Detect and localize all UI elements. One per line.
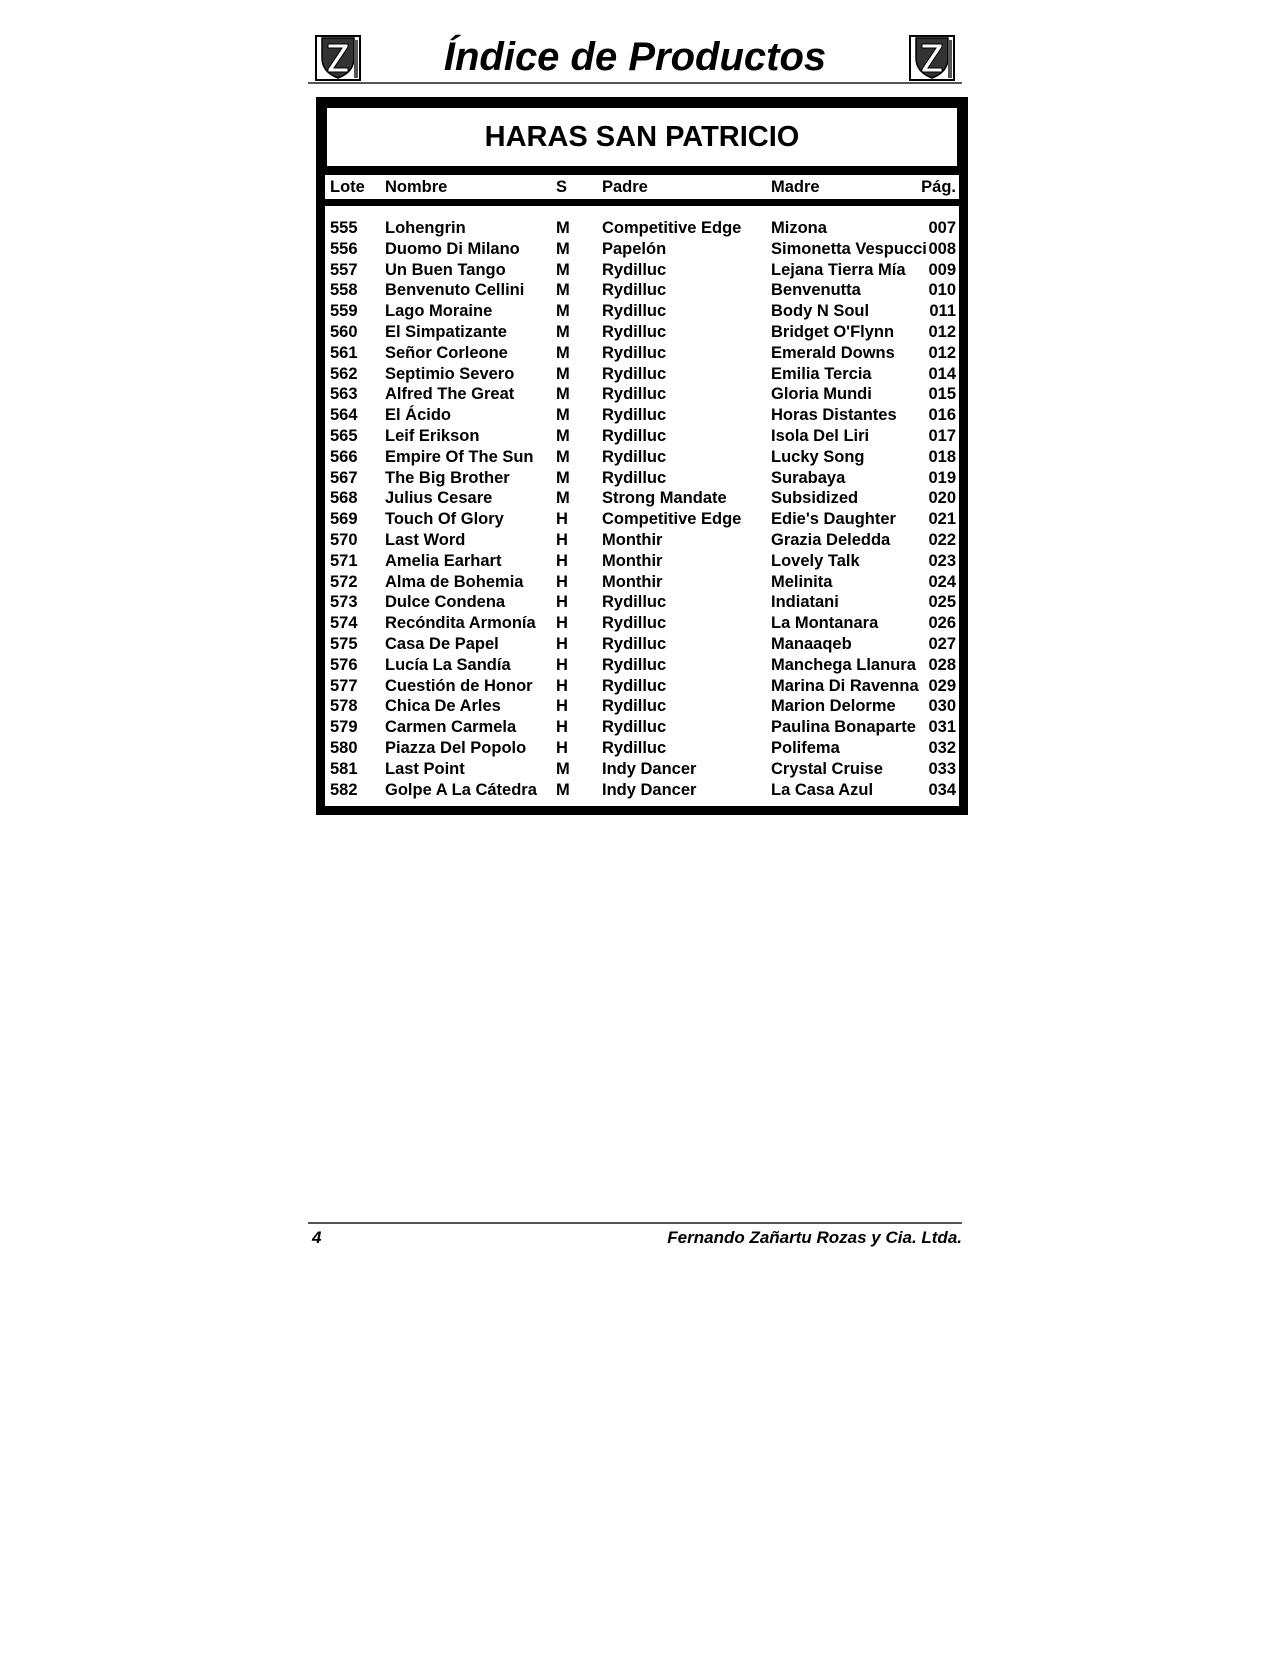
- cell-lote: 563: [330, 385, 358, 404]
- table-row: [325, 239, 959, 260]
- cell-madre: Emerald Downs: [771, 343, 895, 362]
- cell-padre: Competitive Edge: [602, 219, 742, 237]
- cell-nombre: Dulce Condena: [385, 593, 506, 612]
- cell-madre: Simonetta Vespucci: [771, 239, 927, 258]
- cell-sexo: M: [556, 302, 570, 321]
- cell-madre: Marion Delorme: [771, 697, 896, 716]
- cell-lote: 579: [330, 718, 358, 737]
- cell-nombre: Carmen Carmela: [385, 718, 517, 737]
- cell-madre: Benvenutta: [771, 281, 861, 300]
- company-name: Fernando Zañartu Rozas y Cia. Ltda.: [667, 1228, 962, 1247]
- cell-nombre: Golpe A La Cátedra: [385, 780, 537, 799]
- column-header-padre: Padre: [602, 178, 648, 196]
- cell-nombre: Leif Erikson: [385, 426, 480, 445]
- shield-z-logo-icon: [908, 34, 956, 82]
- table-row: [325, 426, 959, 447]
- cell-pagina: 020: [928, 489, 956, 508]
- cell-padre: Rydilluc: [602, 406, 667, 425]
- cell-nombre: Cuestión de Honor: [385, 676, 533, 695]
- cell-sexo: M: [556, 780, 570, 799]
- cell-lote: 576: [330, 655, 358, 674]
- cell-pagina: 026: [928, 614, 956, 633]
- cell-sexo: M: [556, 364, 570, 383]
- cell-padre: Rydilluc: [602, 426, 667, 445]
- cell-padre: Indy Dancer: [602, 759, 697, 778]
- cell-lote: 561: [330, 343, 358, 362]
- cell-pagina: 018: [928, 447, 956, 466]
- table-row: [325, 676, 959, 697]
- cell-pagina: 009: [928, 260, 956, 279]
- cell-padre: Rydilluc: [602, 697, 667, 716]
- cell-pagina: 019: [928, 468, 956, 487]
- header-divider: [308, 82, 962, 84]
- cell-pagina: 021: [928, 510, 956, 529]
- cell-lote: 556: [330, 239, 358, 258]
- cell-pagina: 011: [929, 302, 956, 321]
- cell-sexo: M: [556, 219, 570, 237]
- cell-nombre: Last Word: [385, 530, 466, 549]
- cell-pagina: 007: [928, 219, 956, 237]
- cell-padre: Rydilluc: [602, 593, 667, 612]
- cell-padre: Rydilluc: [602, 281, 667, 300]
- column-header-lote: Lote: [330, 178, 365, 196]
- cell-nombre: Alma de Bohemia: [385, 572, 524, 591]
- cell-madre: Edie's Daughter: [771, 510, 896, 529]
- cell-nombre: Chica De Arles: [385, 697, 501, 716]
- cell-sexo: H: [556, 530, 568, 549]
- cell-lote: 569: [330, 510, 358, 529]
- cell-lote: 581: [330, 759, 358, 778]
- cell-lote: 557: [330, 260, 358, 279]
- cell-lote: 574: [330, 614, 358, 633]
- cell-sexo: H: [556, 718, 568, 737]
- cell-sexo: H: [556, 738, 568, 757]
- cell-madre: Surabaya: [771, 468, 846, 487]
- cell-lote: 555: [330, 219, 358, 237]
- page-title: Índice de Productos: [443, 35, 827, 79]
- cell-padre: Rydilluc: [602, 655, 667, 674]
- cell-sexo: H: [556, 510, 568, 529]
- cell-nombre: Un Buen Tango: [385, 260, 506, 279]
- cell-madre: Subsidized: [771, 489, 859, 508]
- table-row: [325, 759, 959, 780]
- cell-pagina: 028: [928, 655, 956, 674]
- cell-padre: Rydilluc: [602, 468, 667, 487]
- cell-lote: 573: [330, 593, 358, 612]
- table-row: [325, 696, 959, 717]
- footer-divider: [308, 1222, 962, 1224]
- cell-pagina: 022: [928, 530, 956, 549]
- cell-pagina: 031: [928, 718, 956, 737]
- cell-nombre: Amelia Earhart: [385, 551, 502, 570]
- cell-sexo: H: [556, 655, 568, 674]
- cell-pagina: 032: [928, 738, 956, 757]
- cell-madre: Emilia Tercia: [771, 364, 872, 383]
- cell-lote: 572: [330, 572, 358, 591]
- table-row: [325, 572, 959, 593]
- table-row: [325, 260, 959, 281]
- cell-sexo: H: [556, 634, 568, 653]
- table-row: [325, 218, 959, 239]
- cell-madre: Lovely Talk: [771, 551, 860, 570]
- column-header-s: S: [556, 178, 568, 196]
- cell-sexo: H: [556, 614, 568, 633]
- cell-lote: 580: [330, 738, 358, 757]
- cell-lote: 568: [330, 489, 358, 508]
- cell-padre: Monthir: [602, 572, 663, 591]
- table-row: [325, 447, 959, 468]
- cell-madre: Horas Distantes: [771, 406, 897, 425]
- section-title: HARAS SAN PATRICIO: [484, 120, 800, 153]
- cell-lote: 575: [330, 634, 358, 653]
- section-title-box: [325, 106, 959, 168]
- cell-pagina: 014: [928, 364, 956, 383]
- cell-sexo: M: [556, 385, 570, 404]
- cell-pagina: 012: [928, 322, 956, 341]
- cell-madre: Melinita: [771, 572, 833, 591]
- cell-pagina: 012: [928, 343, 956, 362]
- divider-band: [325, 199, 959, 206]
- column-header-nombre: Nombre: [385, 178, 448, 196]
- table-row: [325, 384, 959, 405]
- cell-padre: Rydilluc: [602, 364, 667, 383]
- cell-padre: Competitive Edge: [602, 510, 742, 529]
- cell-nombre: Empire Of The Sun: [385, 447, 534, 466]
- table-row: [325, 592, 959, 613]
- table-row: [325, 322, 959, 343]
- cell-madre: Indiatani: [771, 593, 839, 612]
- cell-padre: Rydilluc: [602, 302, 667, 321]
- cell-pagina: 015: [928, 385, 956, 404]
- cell-sexo: M: [556, 759, 570, 778]
- cell-lote: 564: [330, 406, 358, 425]
- cell-sexo: M: [556, 260, 570, 279]
- cell-nombre: The Big Brother: [385, 468, 510, 487]
- cell-pagina: 017: [928, 426, 956, 445]
- cell-nombre: Duomo Di Milano: [385, 239, 520, 258]
- table-row: [325, 405, 959, 426]
- divider-band: [325, 168, 959, 175]
- cell-nombre: Septimio Severo: [385, 364, 515, 383]
- cell-pagina: 010: [928, 281, 956, 300]
- cell-padre: Rydilluc: [602, 385, 667, 404]
- table-row: [325, 613, 959, 634]
- cell-lote: 562: [330, 364, 358, 383]
- cell-nombre: Casa De Papel: [385, 634, 499, 653]
- cell-nombre: Julius Cesare: [385, 489, 493, 508]
- cell-sexo: H: [556, 593, 568, 612]
- page-number: 4: [312, 1228, 322, 1247]
- cell-lote: 565: [330, 426, 358, 445]
- cell-nombre: Lohengrin: [385, 219, 466, 237]
- table-body: [325, 218, 959, 800]
- cell-lote: 560: [330, 322, 358, 341]
- cell-madre: Lucky Song: [771, 447, 865, 466]
- cell-sexo: H: [556, 676, 568, 695]
- cell-pagina: 034: [928, 780, 956, 799]
- cell-madre: Polifema: [771, 738, 840, 757]
- cell-nombre: Alfred The Great: [385, 385, 515, 404]
- cell-padre: Rydilluc: [602, 676, 667, 695]
- cell-sexo: H: [556, 551, 568, 570]
- cell-sexo: M: [556, 447, 570, 466]
- cell-madre: Bridget O'Flynn: [771, 322, 895, 341]
- cell-sexo: M: [556, 343, 570, 362]
- cell-lote: 571: [330, 551, 358, 570]
- table-row: [325, 301, 959, 322]
- cell-pagina: 016: [928, 406, 956, 425]
- cell-madre: Lejana Tierra Mía: [771, 260, 906, 279]
- cell-pagina: 025: [928, 593, 956, 612]
- table-row: [325, 364, 959, 385]
- table-row: [325, 509, 959, 530]
- cell-nombre: Señor Corleone: [385, 343, 508, 362]
- cell-padre: Monthir: [602, 530, 663, 549]
- cell-nombre: Recóndita Armonía: [385, 614, 536, 633]
- column-header-pag: Pág.: [921, 178, 956, 196]
- cell-padre: Strong Mandate: [602, 489, 727, 508]
- table-row: [325, 780, 959, 801]
- cell-padre: Rydilluc: [602, 260, 667, 279]
- cell-padre: Monthir: [602, 551, 663, 570]
- cell-madre: Grazia Deledda: [771, 530, 891, 549]
- cell-lote: 578: [330, 697, 358, 716]
- cell-pagina: 030: [928, 697, 956, 716]
- table-row: [325, 655, 959, 676]
- cell-sexo: M: [556, 426, 570, 445]
- cell-pagina: 033: [928, 759, 956, 778]
- page-header: [308, 30, 962, 85]
- table-row: [325, 738, 959, 759]
- cell-madre: Crystal Cruise: [771, 759, 883, 778]
- cell-lote: 582: [330, 780, 358, 799]
- cell-padre: Indy Dancer: [602, 780, 697, 799]
- table-row: [325, 488, 959, 509]
- cell-sexo: H: [556, 572, 568, 591]
- cell-padre: Rydilluc: [602, 614, 667, 633]
- cell-madre: Body N Soul: [771, 302, 870, 321]
- cell-nombre: Benvenuto Cellini: [385, 281, 525, 300]
- table-row: [325, 634, 959, 655]
- column-header-row: [325, 175, 959, 199]
- table-row: [325, 468, 959, 489]
- cell-pagina: 024: [928, 572, 956, 591]
- cell-pagina: 023: [928, 551, 956, 570]
- cell-padre: Rydilluc: [602, 447, 667, 466]
- table-row: [325, 280, 959, 301]
- cell-lote: 577: [330, 676, 358, 695]
- cell-madre: Manchega Llanura: [771, 655, 916, 674]
- cell-padre: Rydilluc: [602, 322, 667, 341]
- cell-lote: 567: [330, 468, 358, 487]
- cell-padre: Rydilluc: [602, 634, 667, 653]
- cell-nombre: Lucía La Sandía: [385, 655, 511, 674]
- cell-pagina: 027: [928, 634, 956, 653]
- cell-sexo: M: [556, 239, 570, 258]
- cell-padre: Rydilluc: [602, 738, 667, 757]
- cell-padre: Rydilluc: [602, 343, 667, 362]
- cell-madre: Paulina Bonaparte: [771, 718, 916, 737]
- cell-pagina: 008: [928, 239, 956, 258]
- cell-nombre: Last Point: [385, 759, 465, 778]
- product-index-table: [316, 97, 968, 815]
- table-row: [325, 551, 959, 572]
- cell-madre: Gloria Mundi: [771, 385, 872, 404]
- cell-lote: 558: [330, 281, 358, 300]
- cell-nombre: Touch Of Glory: [385, 510, 504, 529]
- cell-nombre: El Simpatizante: [385, 322, 507, 341]
- cell-sexo: M: [556, 281, 570, 300]
- cell-sexo: M: [556, 489, 570, 508]
- cell-lote: 566: [330, 447, 358, 466]
- cell-nombre: El Ácido: [385, 406, 452, 425]
- cell-nombre: Piazza Del Popolo: [385, 738, 527, 757]
- table-row: [325, 717, 959, 738]
- cell-madre: Isola Del Liri: [771, 426, 870, 445]
- cell-madre: Marina Di Ravenna: [771, 676, 919, 695]
- column-header-madre: Madre: [771, 178, 820, 196]
- cell-sexo: M: [556, 468, 570, 487]
- cell-madre: La Montanara: [771, 614, 879, 633]
- cell-madre: Mizona: [771, 219, 827, 237]
- cell-nombre: Lago Moraine: [385, 302, 493, 321]
- cell-sexo: M: [556, 322, 570, 341]
- cell-madre: La Casa Azul: [771, 780, 874, 799]
- cell-lote: 570: [330, 530, 358, 549]
- cell-lote: 559: [330, 302, 358, 321]
- cell-padre: Papelón: [602, 239, 667, 258]
- cell-sexo: H: [556, 697, 568, 716]
- cell-madre: Manaaqeb: [771, 634, 852, 653]
- cell-pagina: 029: [928, 676, 956, 695]
- table-row: [325, 530, 959, 551]
- table-row: [325, 343, 959, 364]
- cell-sexo: M: [556, 406, 570, 425]
- cell-padre: Rydilluc: [602, 718, 667, 737]
